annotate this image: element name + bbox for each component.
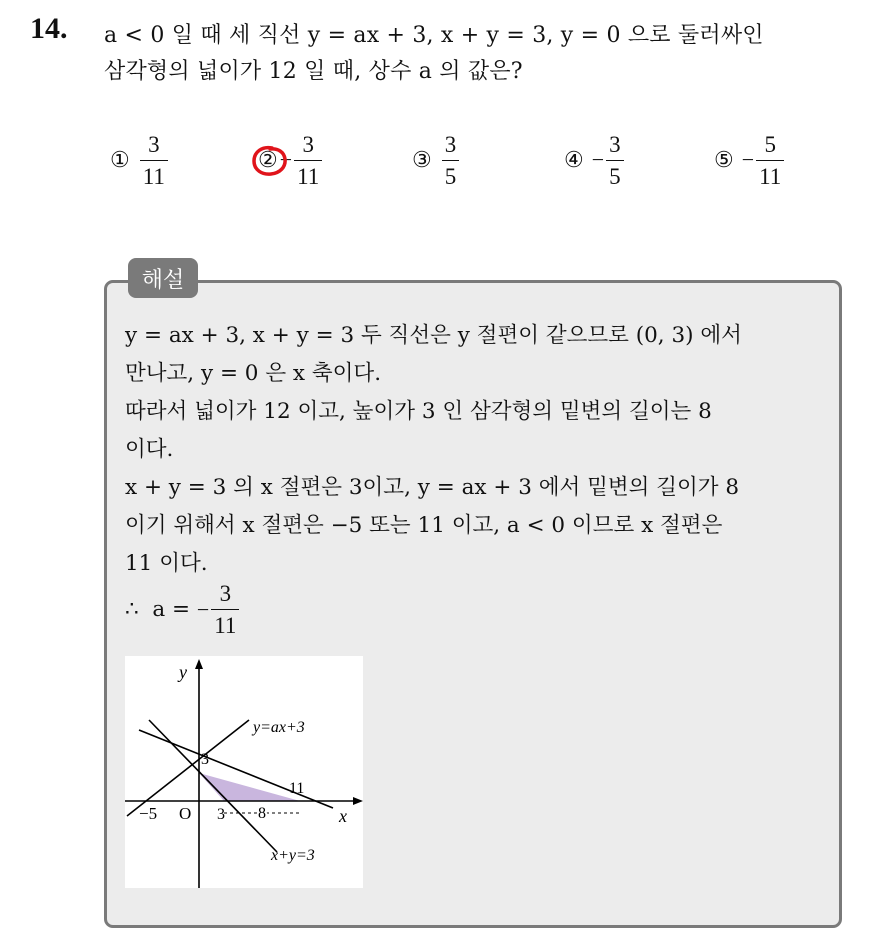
choice-number: ③ xyxy=(412,147,432,173)
denominator: 11 xyxy=(211,609,239,637)
choice-fraction xyxy=(140,133,168,188)
base-length-label: 8 xyxy=(258,805,266,822)
choice-fraction xyxy=(442,133,460,188)
numerator: 3 xyxy=(302,131,314,157)
solution-line-4: 이다. xyxy=(125,437,174,462)
choice-5[interactable] xyxy=(714,128,784,192)
question-text-line2: 삼각형의 넓이가 12 일 때, 상수 a 의 값은? xyxy=(104,59,523,84)
choice-sign: − xyxy=(591,147,605,172)
choice-1[interactable] xyxy=(110,128,168,192)
choice-number: ② xyxy=(258,147,278,173)
solution-graph xyxy=(125,656,363,888)
numerator: 3 xyxy=(609,131,621,157)
choice-number: ① xyxy=(110,147,130,173)
minus5-label: −5 xyxy=(139,804,158,823)
denominator: 5 xyxy=(442,160,460,188)
choice-sign: − xyxy=(741,147,755,172)
final-sign: − xyxy=(196,596,210,622)
choice-fraction xyxy=(756,133,784,188)
denominator: 11 xyxy=(294,160,322,188)
y-axis-arrow xyxy=(195,659,203,669)
origin-label: O xyxy=(179,804,192,823)
question-number: 14. xyxy=(30,12,68,45)
final-fraction xyxy=(211,582,239,637)
solution-line-5: x + y = 3 의 x 절편은 3이고, y = ax + 3 에서 밑변의 길이가 8 xyxy=(125,475,740,500)
solution-line-7: 11 이다. xyxy=(125,551,208,576)
denominator: 11 xyxy=(756,160,784,188)
x-axis-arrow xyxy=(353,797,363,805)
x-intercept-11-label: 11 xyxy=(289,780,305,797)
numerator: 3 xyxy=(444,131,457,157)
choice-fraction xyxy=(606,133,624,188)
solution-final-answer xyxy=(125,582,239,637)
line2-label: x+y=3 xyxy=(271,847,315,864)
question-text-line1: a < 0 일 때 세 직선 y = ax + 3, x + y = 3, y = 0 으로 둘러싸인 xyxy=(104,23,764,48)
choice-number: ④ xyxy=(564,147,584,173)
numerator: 5 xyxy=(764,131,776,157)
solution-line-1: y = ax + 3, x + y = 3 두 직선은 y 절편이 같으므로 (0, 3) 에서 xyxy=(125,323,742,348)
denominator: 5 xyxy=(606,160,624,188)
x-axis-label: x xyxy=(339,806,347,826)
y-axis-label: y xyxy=(179,662,187,682)
final-prefix: ∴ a = xyxy=(125,597,197,622)
choice-number: ⑤ xyxy=(714,147,734,173)
choice-3[interactable] xyxy=(412,128,459,192)
choice-4[interactable] xyxy=(564,128,624,192)
line1-label: y=ax+3 xyxy=(253,719,305,736)
solution-line-2: 만나고, y = 0 은 x 축이다. xyxy=(125,361,382,386)
x-intercept-3-label: 3 xyxy=(217,806,225,823)
solution-line-3: 따라서 넓이가 12 이고, 높이가 3 인 삼각형의 밑변의 길이는 8 xyxy=(125,399,712,424)
solution-line-6: 이기 위해서 x 절편은 −5 또는 11 이고, a < 0 이므로 x 절편은 xyxy=(125,513,723,538)
solution-tag: 해설 xyxy=(128,258,198,298)
choice-2[interactable] xyxy=(258,128,322,192)
y-intercept-label: 3 xyxy=(201,751,209,768)
line-x-plus-y-3 xyxy=(149,720,277,852)
choice-sign: − xyxy=(279,147,293,172)
numerator: 3 xyxy=(148,131,160,157)
denominator: 11 xyxy=(140,160,168,188)
numerator: 3 xyxy=(219,581,232,606)
choice-fraction xyxy=(294,133,322,188)
